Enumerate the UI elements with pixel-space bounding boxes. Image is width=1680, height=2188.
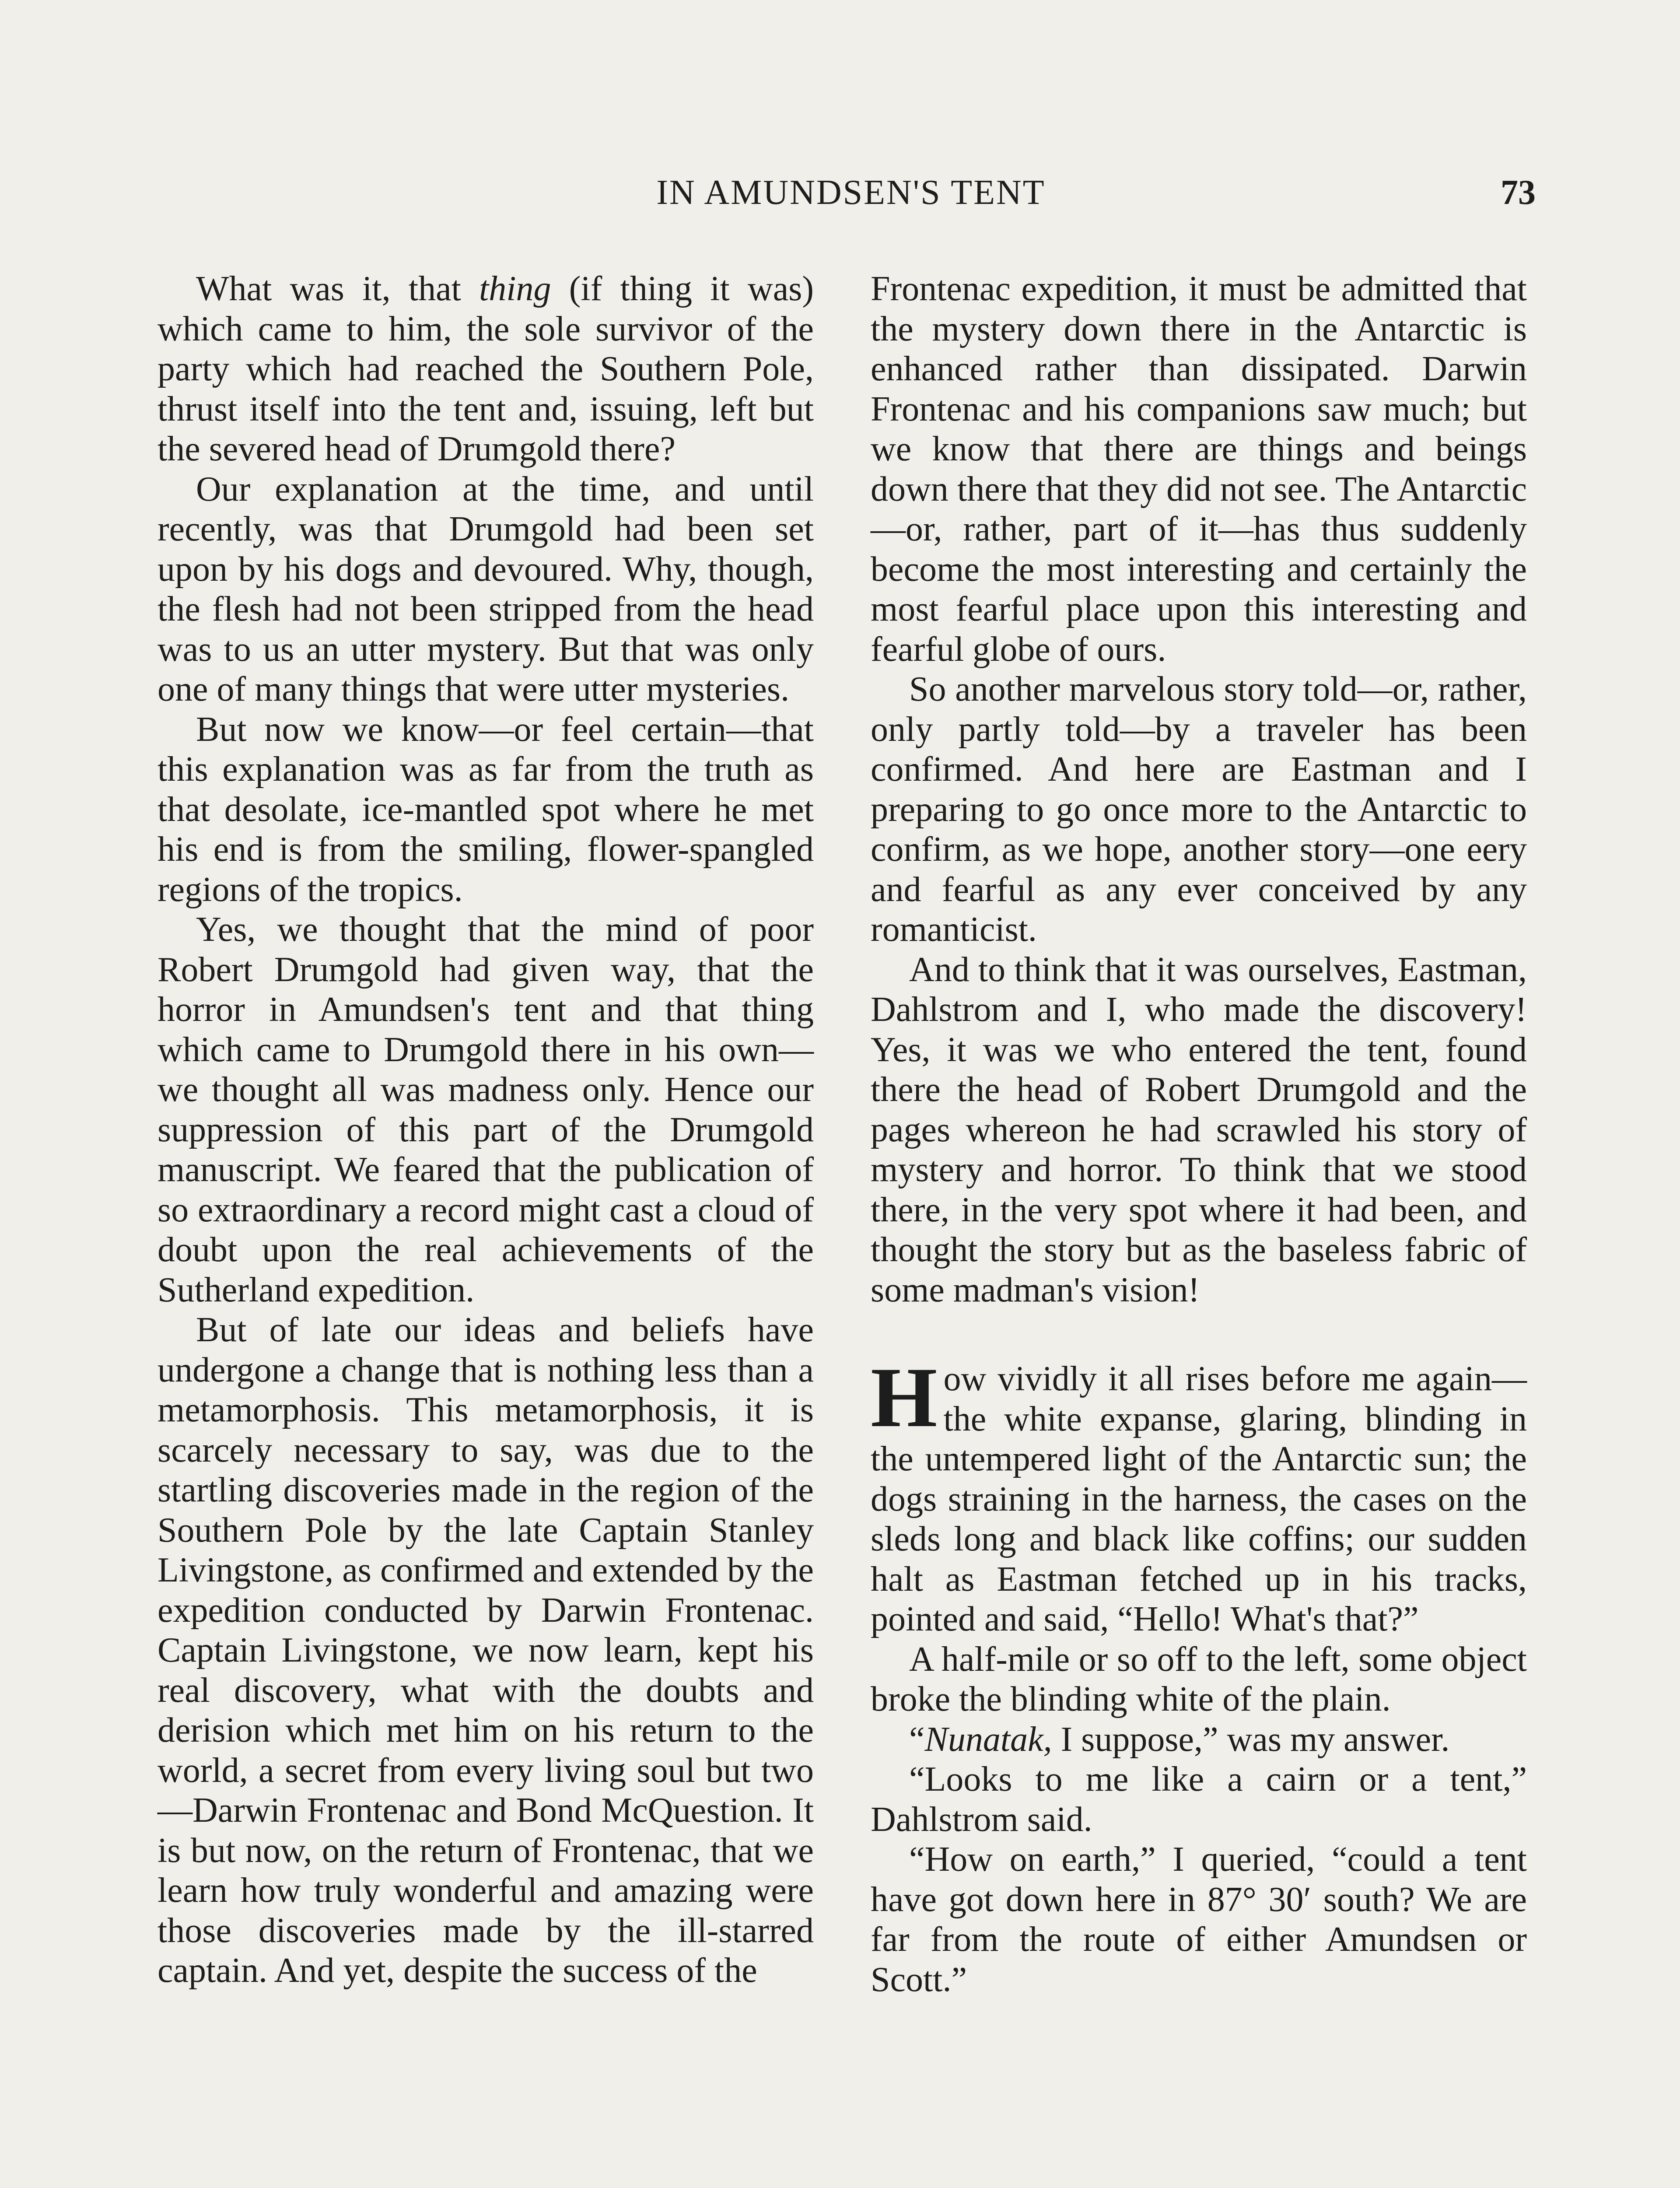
running-head [166,168,1536,217]
paragraph: Frontenac expedition, it must be admitted that the mystery down there in the Antarctic is enhanced rather than dissipated. Darwin Frontenac and his companions saw much; but we know that there are things and beings down there that they did not see. The Antarctic—or, rather, part of it—has thus suddenly become the most interesting and certainly the most fearful place upon this interesting and fearful globe of ours. [871,270,1527,669]
paragraph: “Nunatak, I suppose,” was my answer. [909,1720,1450,1759]
paragraph: “Looks to me like a cairn or a tent,” Dahlstrom said. [871,1760,1527,1839]
paragraph: But now we know—or feel certain—that this explanation was as far from the truth as that desolate, ice-mantled spot where he met his end is from the smiling, flower-spangled regions of the tropics. [158,710,814,909]
drop-cap: H [871,1350,938,1445]
paragraph: Yes, we thought that the mind of poor Robert Drumgold had given way, that the horror in Amundsen's tent and that thing which came to Drumgold there in his own—we thought all was madness only. Hence our suppression of this part of the Drumgold manuscript. We feared that the publication of so extraordinary a record might cast a cloud of doubt upon the real achievements of the Sutherland expedition. [158,910,814,1309]
page-number: 73 [1501,173,1536,212]
emphasis: Nunatak, [924,1720,1052,1759]
paragraph: And to think that it was ourselves, Eastman, Dahlstrom and I, who made the discovery! Yes, it was we who entered the tent, found there the head of Robert Drumgold and the pages whereon he had scrawled his story of mystery and horror. To think that we stood there, in the very spot where it had been, and thought the story but as the baseless fabric of some madman's vision! [871,950,1527,1309]
paragraph: But of late our ideas and beliefs have undergone a change that is nothing less than a metamorphosis. This metamorphosis, it is scarcely necessary to say, was due to the startling discoveries made in the region of the Southern Pole by the late Captain Stanley Livingstone, as confirmed and extended by the expedition conducted by Darwin Frontenac. Captain Livingstone, we now learn, kept his real discovery, what with the doubts and derision which met him on his return to the world, a secret from every living soul but two—Darwin Frontenac and Bond McQuestion. It is but now, on the return of Frontenac, that we learn how truly wonderful and amazing were those discoveries made by the ill-starred captain. And yet, despite the success of the [158,1311,814,1990]
left-column [158,269,814,1991]
paragraph: So another marvelous story told—or, rather, only partly told—by a traveler has been confirmed. And here are Eastman and I preparing to go once more to the Antarctic to confirm, as we hope, another story—one eery and fearful as any ever conceived by any romanticist. [871,670,1527,949]
paragraph: Our explanation at the time, and until recently, was that Drumgold had been set upon by his dogs and devoured. Why, though, the flesh had not been stripped from the head was to us an utter mystery. But that was only one of many things that were utter mysteries. [158,470,814,708]
paragraph: A half-mile or so off to the left, some object broke the blinding white of the plain. [871,1640,1527,1718]
paragraph: “How on earth,” I queried, “could a tent have got down here in 87° 30′ south? We are far from the route of either Amundsen or Scott.” [871,1840,1527,1999]
emphasis: thing [479,270,551,308]
section-start-paragraph: How vividly it all rises before me again—the white expanse, glaring, blinding in the untempered light of the Antarctic sun; the dogs straining in the harness, the cases on the sleds long and black like coffins; our sudden halt as Eastman fetched up in his tracks, pointed and said, “Hello! What's that?” [871,1350,1527,1638]
right-column [871,269,1527,2000]
running-title: IN AMUNDSEN'S TENT [656,173,1046,212]
paragraph: What was it, that thing (if thing it was) which came to him, the sole survivor of the party which had reached the Southern Pole, thrust itself into the tent and, issuing, left but the severed head of Drumgold there? [158,270,814,468]
